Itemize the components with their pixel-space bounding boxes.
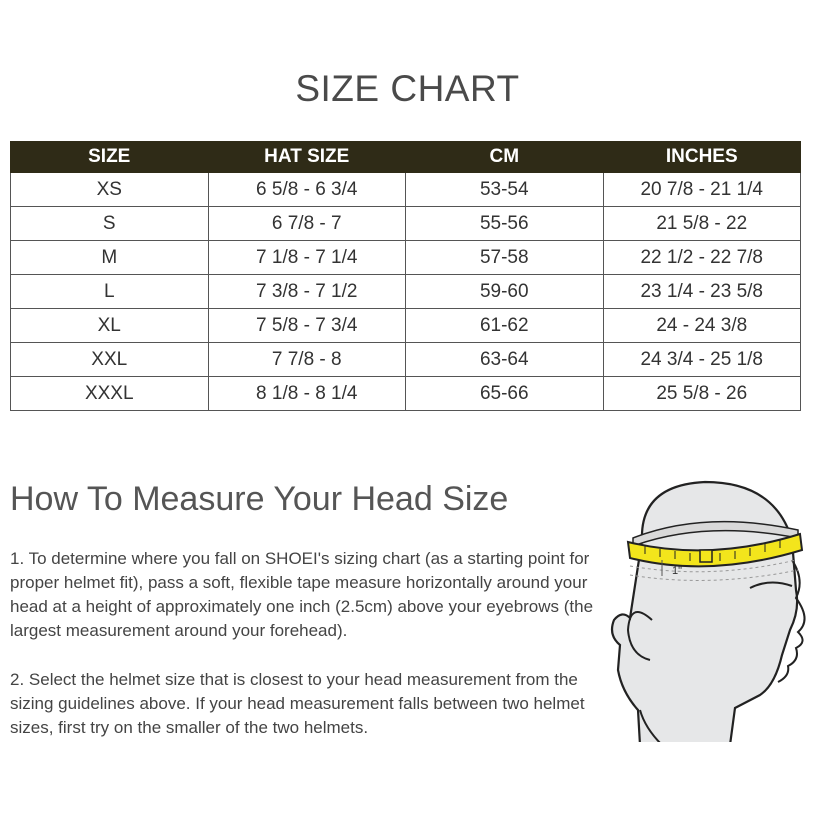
table-cell: 6 7/8 - 7 bbox=[208, 207, 406, 241]
head-outline bbox=[612, 482, 797, 745]
table-cell: 63-64 bbox=[406, 343, 604, 377]
table-header-row bbox=[11, 142, 801, 173]
table-cell: 20 7/8 - 21 1/4 bbox=[603, 173, 801, 207]
column-header: HAT SIZE bbox=[208, 142, 406, 173]
table-cell: 23 1/4 - 23 5/8 bbox=[603, 275, 801, 309]
table-cell: 25 5/8 - 26 bbox=[603, 377, 801, 411]
column-header: CM bbox=[406, 142, 604, 173]
table-row bbox=[11, 173, 801, 207]
table-cell: 22 1/2 - 22 7/8 bbox=[603, 241, 801, 275]
table-row bbox=[11, 241, 801, 275]
how-to-measure-heading: How To Measure Your Head Size bbox=[10, 480, 509, 518]
size-chart-table bbox=[10, 141, 801, 411]
table-row bbox=[11, 207, 801, 241]
one-inch-marker: 1" bbox=[672, 565, 683, 577]
table-cell: XS bbox=[11, 173, 209, 207]
table-cell: 7 5/8 - 7 3/4 bbox=[208, 309, 406, 343]
table-cell: L bbox=[11, 275, 209, 309]
column-header: INCHES bbox=[603, 142, 801, 173]
table-cell: 61-62 bbox=[406, 309, 604, 343]
table-row bbox=[11, 343, 801, 377]
table-cell: 6 5/8 - 6 3/4 bbox=[208, 173, 406, 207]
table-cell: 7 3/8 - 7 1/2 bbox=[208, 275, 406, 309]
table-cell: 8 1/8 - 8 1/4 bbox=[208, 377, 406, 411]
table-cell: 65-66 bbox=[406, 377, 604, 411]
page-title: SIZE CHART bbox=[295, 68, 520, 109]
table-row bbox=[11, 275, 801, 309]
table-cell: XXXL bbox=[11, 377, 209, 411]
column-header: SIZE bbox=[11, 142, 209, 173]
table-cell: 21 5/8 - 22 bbox=[603, 207, 801, 241]
table-cell: 7 1/8 - 7 1/4 bbox=[208, 241, 406, 275]
table-cell: 59-60 bbox=[406, 275, 604, 309]
table-cell: 7 7/8 - 8 bbox=[208, 343, 406, 377]
head-measure-illustration bbox=[600, 470, 815, 745]
instruction-step-2: 2. Select the helmet size that is closest to your head measurement from the sizing guidelines above. If your head measurement falls between two helmet sizes, first try on the smaller of the two helmets. bbox=[10, 670, 585, 737]
table-row bbox=[11, 309, 801, 343]
table-cell: XXL bbox=[11, 343, 209, 377]
table-cell: 24 - 24 3/8 bbox=[603, 309, 801, 343]
table-cell: S bbox=[11, 207, 209, 241]
table-cell: 24 3/4 - 25 1/8 bbox=[603, 343, 801, 377]
table-cell: 55-56 bbox=[406, 207, 604, 241]
table-cell: M bbox=[11, 241, 209, 275]
table-cell: 57-58 bbox=[406, 241, 604, 275]
instruction-step-1: 1. To determine where you fall on SHOEI's sizing chart (as a starting point for proper helmet fit), pass a soft, flexible tape measure horizontally around your head at a height of approximately one inch (2.5cm) above your eyebrows (the largest measurement around your forehead). bbox=[10, 549, 594, 640]
table-cell: XL bbox=[11, 309, 209, 343]
bottom-blank-area bbox=[0, 742, 815, 815]
table-cell: 53-54 bbox=[406, 173, 604, 207]
table-row bbox=[11, 377, 801, 411]
